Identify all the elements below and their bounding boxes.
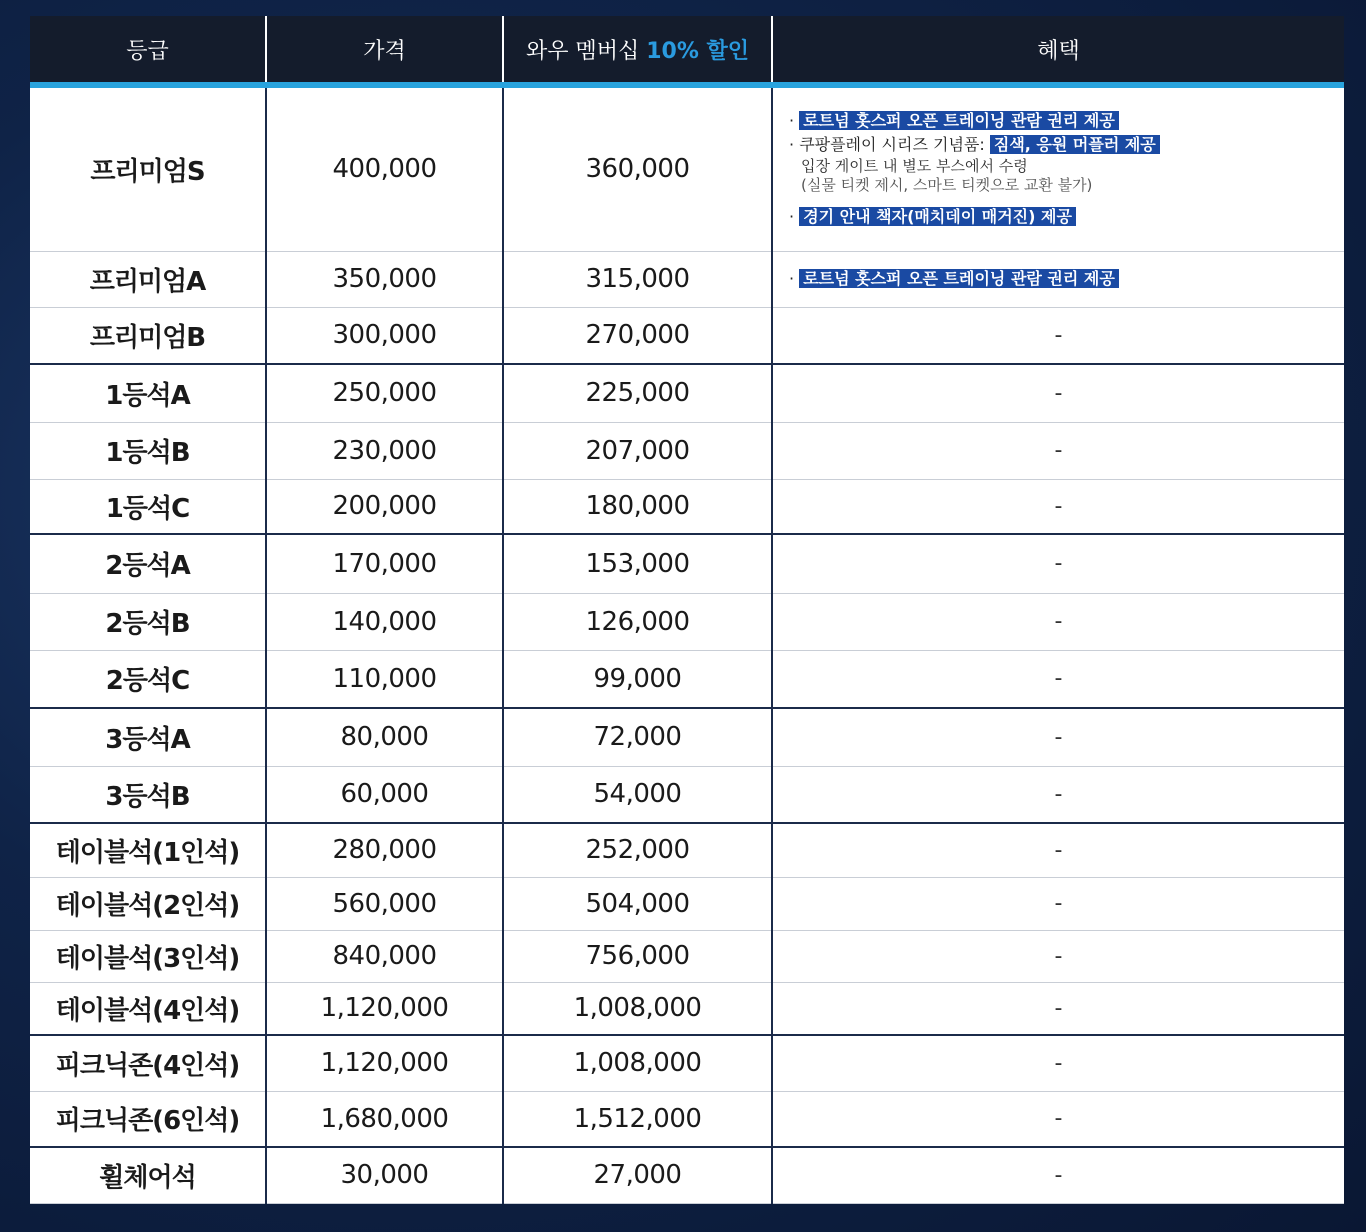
member-price-cell: 99,000 bbox=[503, 650, 772, 708]
benefit-cell: - bbox=[772, 479, 1344, 534]
table-row bbox=[30, 650, 1344, 708]
grade-cell: 휠체어석 bbox=[30, 1147, 266, 1203]
grade-cell: 2등석A bbox=[30, 534, 266, 593]
benefit-cell bbox=[772, 251, 1344, 307]
benefit-list bbox=[773, 101, 1344, 237]
member-price-cell: 72,000 bbox=[503, 708, 772, 766]
benefit-cell: - bbox=[772, 982, 1344, 1035]
price-cell: 250,000 bbox=[266, 364, 503, 422]
table-row bbox=[30, 251, 1344, 307]
header-member-prefix: 와우 멤버십 bbox=[525, 38, 647, 64]
table-row bbox=[30, 534, 1344, 593]
member-price-cell: 1,008,000 bbox=[503, 982, 772, 1035]
member-price-cell: 252,000 bbox=[503, 823, 772, 877]
grade-cell: 테이블석(3인석) bbox=[30, 930, 266, 982]
bullet: · bbox=[789, 135, 795, 155]
table-row bbox=[30, 1091, 1344, 1147]
benefit-cell: - bbox=[772, 708, 1344, 766]
grade-cell: 테이블석(4인석) bbox=[30, 982, 266, 1035]
member-price-cell: 126,000 bbox=[503, 593, 772, 650]
header-price: 가격 bbox=[266, 16, 503, 85]
grade-cell: 프리미엄B bbox=[30, 307, 266, 364]
header-grade: 등급 bbox=[30, 16, 266, 85]
member-price-cell: 1,008,000 bbox=[503, 1035, 772, 1091]
price-cell: 140,000 bbox=[266, 593, 503, 650]
price-cell: 110,000 bbox=[266, 650, 503, 708]
benefit-cell: - bbox=[772, 650, 1344, 708]
price-cell: 60,000 bbox=[266, 766, 503, 823]
price-cell: 560,000 bbox=[266, 877, 503, 930]
seat-price-table bbox=[30, 16, 1344, 1204]
grade-cell: 3등석A bbox=[30, 708, 266, 766]
header-member-accent: 10% 할인 bbox=[646, 38, 750, 64]
price-cell: 400,000 bbox=[266, 85, 503, 251]
benefit-line bbox=[789, 267, 1344, 291]
table-row bbox=[30, 930, 1344, 982]
member-price-cell: 54,000 bbox=[503, 766, 772, 823]
table-header bbox=[30, 16, 1344, 85]
benefit-cell: - bbox=[772, 422, 1344, 479]
grade-cell: 2등석C bbox=[30, 650, 266, 708]
table-row bbox=[30, 593, 1344, 650]
table-row bbox=[30, 708, 1344, 766]
benefit-line bbox=[789, 205, 1344, 229]
benefit-line bbox=[789, 109, 1344, 133]
benefit-text: 쿠팡플레이 시리즈 기념품: bbox=[799, 135, 990, 155]
member-price-cell: 153,000 bbox=[503, 534, 772, 593]
table-row bbox=[30, 422, 1344, 479]
table-row bbox=[30, 766, 1344, 823]
member-price-cell: 504,000 bbox=[503, 877, 772, 930]
price-cell: 280,000 bbox=[266, 823, 503, 877]
table-row bbox=[30, 982, 1344, 1035]
benefit-highlight: 경기 안내 책자(매치데이 매거진) 제공 bbox=[799, 207, 1076, 226]
table-row bbox=[30, 364, 1344, 422]
benefit-cell: - bbox=[772, 766, 1344, 823]
grade-cell: 2등석B bbox=[30, 593, 266, 650]
table-row bbox=[30, 877, 1344, 930]
member-price-cell: 1,512,000 bbox=[503, 1091, 772, 1147]
member-price-cell: 225,000 bbox=[503, 364, 772, 422]
member-price-cell: 270,000 bbox=[503, 307, 772, 364]
price-cell: 1,120,000 bbox=[266, 982, 503, 1035]
bullet: · bbox=[789, 111, 795, 131]
benefit-subnote: (실물 티켓 제시, 스마트 티켓으로 교환 불가) bbox=[801, 176, 1093, 195]
price-cell: 230,000 bbox=[266, 422, 503, 479]
grade-cell: 프리미엄A bbox=[30, 251, 266, 307]
price-table-container bbox=[30, 16, 1344, 1204]
grade-cell: 피크닉존(4인석) bbox=[30, 1035, 266, 1091]
grade-cell: 1등석B bbox=[30, 422, 266, 479]
member-price-cell: 360,000 bbox=[503, 85, 772, 251]
benefit-cell: - bbox=[772, 364, 1344, 422]
grade-cell: 피크닉존(6인석) bbox=[30, 1091, 266, 1147]
member-price-cell: 315,000 bbox=[503, 251, 772, 307]
benefit-cell: - bbox=[772, 823, 1344, 877]
benefit-cell: - bbox=[772, 534, 1344, 593]
grade-cell: 테이블석(2인석) bbox=[30, 877, 266, 930]
grade-cell: 3등석B bbox=[30, 766, 266, 823]
bullet: · bbox=[789, 207, 795, 227]
benefit-cell bbox=[772, 85, 1344, 251]
table-row bbox=[30, 1035, 1344, 1091]
benefit-list bbox=[773, 263, 1344, 295]
grade-cell: 프리미엄S bbox=[30, 85, 266, 251]
price-cell: 80,000 bbox=[266, 708, 503, 766]
member-price-cell: 207,000 bbox=[503, 422, 772, 479]
benefit-highlight: 로트넘 홋스퍼 오픈 트레이닝 관람 권리 제공 bbox=[799, 269, 1119, 288]
benefit-cell: - bbox=[772, 877, 1344, 930]
price-cell: 840,000 bbox=[266, 930, 503, 982]
price-cell: 170,000 bbox=[266, 534, 503, 593]
benefit-line bbox=[789, 133, 1344, 157]
benefit-subtext: 입장 게이트 내 별도 부스에서 수령 bbox=[801, 157, 1028, 176]
grade-cell: 테이블석(1인석) bbox=[30, 823, 266, 877]
bullet: · bbox=[789, 269, 795, 288]
member-price-cell: 180,000 bbox=[503, 479, 772, 534]
benefit-cell: - bbox=[772, 593, 1344, 650]
grade-cell: 1등석C bbox=[30, 479, 266, 534]
table-row bbox=[30, 1147, 1344, 1203]
member-price-cell: 27,000 bbox=[503, 1147, 772, 1203]
price-cell: 300,000 bbox=[266, 307, 503, 364]
header-benefit: 혜택 bbox=[772, 16, 1344, 85]
benefit-highlight: 짐색, 응원 머플러 제공 bbox=[990, 135, 1160, 154]
grade-cell: 1등석A bbox=[30, 364, 266, 422]
member-price-cell: 756,000 bbox=[503, 930, 772, 982]
table-row bbox=[30, 823, 1344, 877]
table-row bbox=[30, 479, 1344, 534]
benefit-cell: - bbox=[772, 307, 1344, 364]
benefit-cell: - bbox=[772, 930, 1344, 982]
price-cell: 1,680,000 bbox=[266, 1091, 503, 1147]
price-cell: 200,000 bbox=[266, 479, 503, 534]
header-member-price bbox=[503, 16, 772, 85]
benefit-cell: - bbox=[772, 1091, 1344, 1147]
price-cell: 30,000 bbox=[266, 1147, 503, 1203]
benefit-cell: - bbox=[772, 1035, 1344, 1091]
price-cell: 1,120,000 bbox=[266, 1035, 503, 1091]
benefit-highlight: 로트넘 홋스퍼 오픈 트레이닝 관람 권리 제공 bbox=[799, 111, 1119, 130]
benefit-cell: - bbox=[772, 1147, 1344, 1203]
table-row bbox=[30, 307, 1344, 364]
price-cell: 350,000 bbox=[266, 251, 503, 307]
table-row bbox=[30, 85, 1344, 251]
table-body bbox=[30, 85, 1344, 1203]
